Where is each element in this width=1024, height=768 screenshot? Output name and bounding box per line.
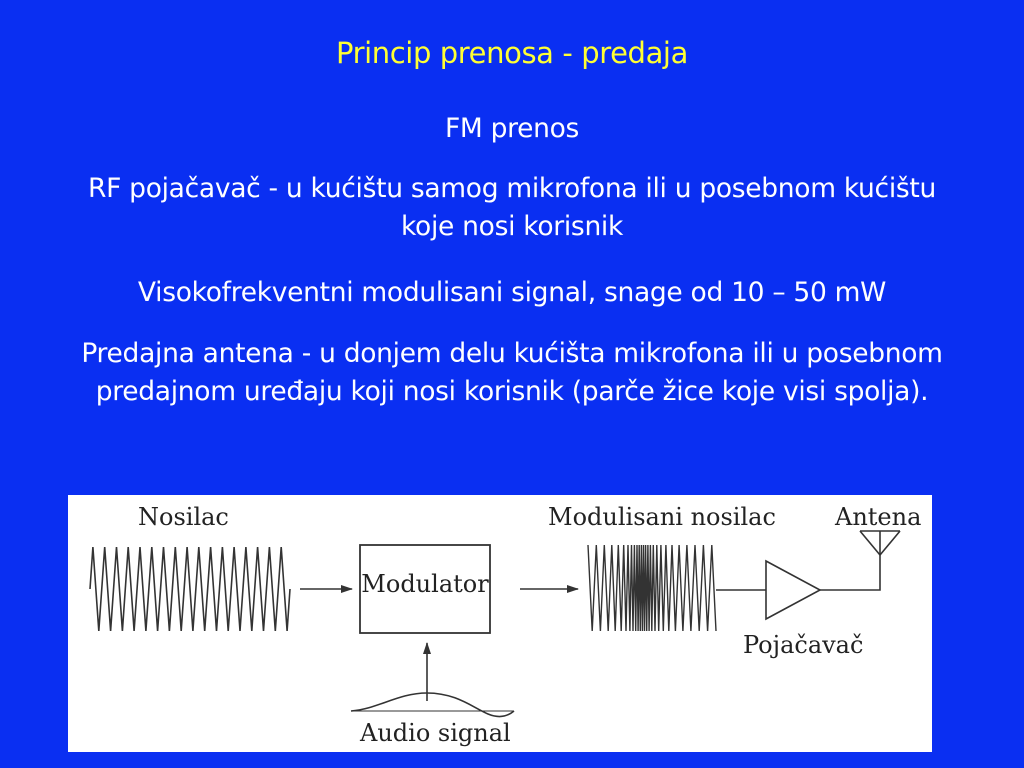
slide-title: Princip prenosa - predaja	[336, 36, 688, 70]
amplifier-label: Pojačavač	[743, 631, 864, 659]
carrier-wave	[90, 547, 290, 631]
modulator-label: Modulator	[361, 570, 489, 598]
audio-waveform	[351, 693, 514, 717]
carrier-label: Nosilac	[138, 503, 229, 531]
modulated-carrier-wave	[588, 545, 716, 631]
diagram-canvas	[68, 495, 932, 752]
antenna-icon	[860, 531, 900, 555]
audio-signal-label: Audio signal	[360, 719, 511, 747]
paragraph-fm-prenos: FM prenos	[444, 113, 580, 144]
paragraph-antenna: Predajna antena - u donjem delu kućišta mikrofona ili u posebnom predajnom uređaju koji nosi korisnik (parče žice koje visi spolja).	[81, 338, 943, 407]
paragraph-hf-signal: Visokofrekventni modulisani signal, snage od 10 – 50 mW	[137, 277, 887, 308]
modulated-carrier-label: Modulisani nosilac	[548, 503, 776, 531]
fm-transmitter-diagram	[68, 495, 932, 752]
amplifier-triangle	[766, 561, 820, 619]
antenna-label: Antena	[835, 503, 922, 531]
wire-amplifier-to-antenna	[820, 555, 880, 590]
paragraph-rf-amplifier: RF pojačavač - u kućištu samog mikrofona ili u posebnom kućištu koje nosi korisnik	[88, 173, 936, 242]
